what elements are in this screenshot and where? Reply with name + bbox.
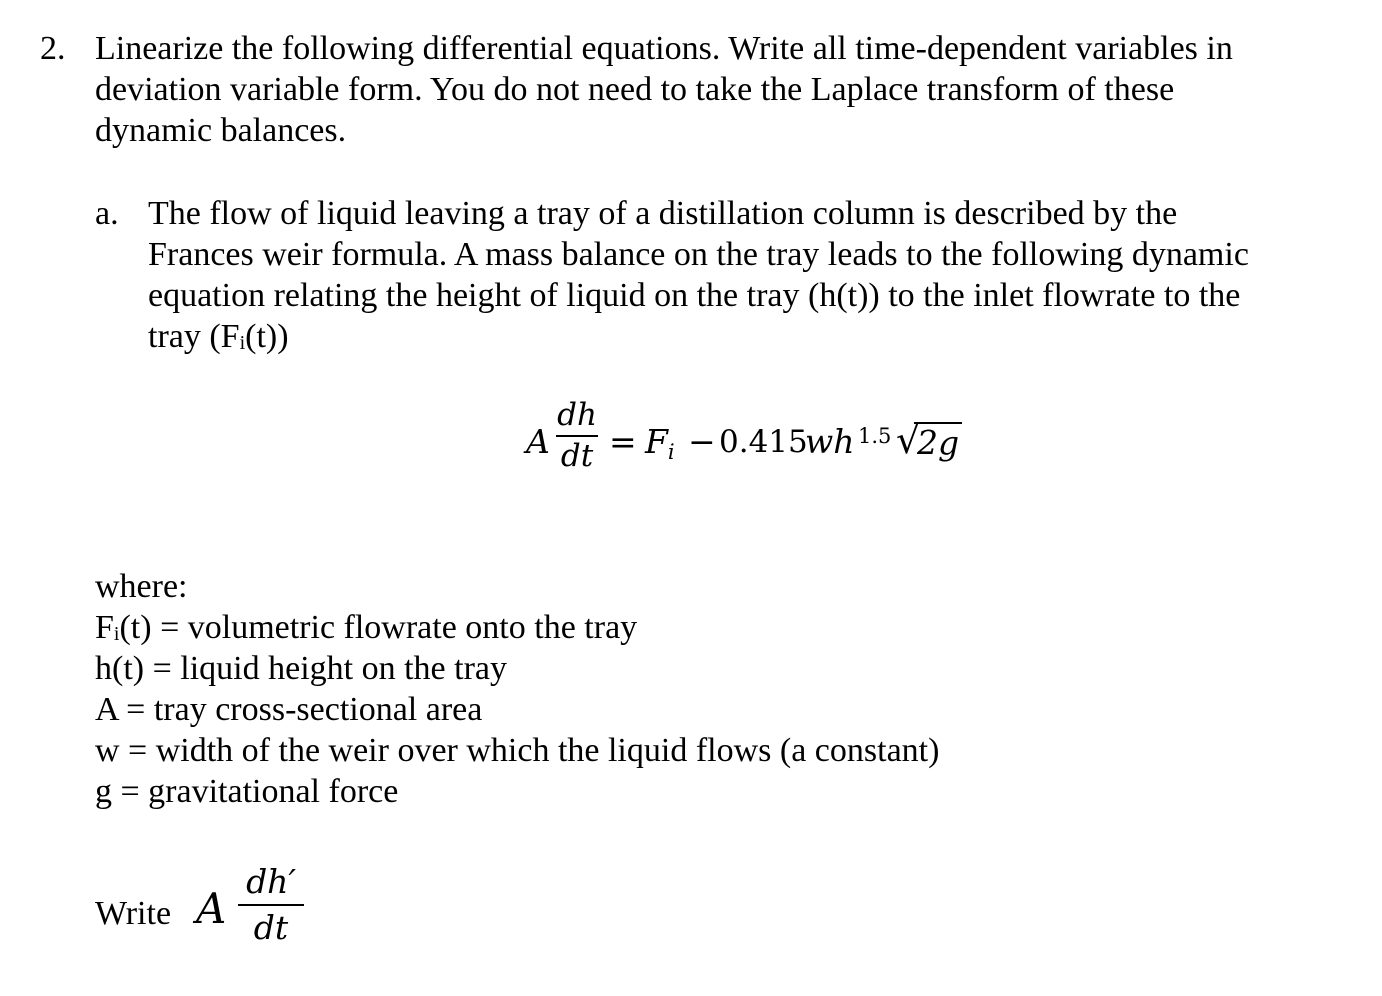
problem-text-line-1: Linearize the following differential equations. Write all time-dependent variables in <box>95 30 1233 67</box>
write-denominator: dt <box>253 908 289 947</box>
part-a-line-2: Frances weir formula. A mass balance on the tray leads to the following dynamic <box>148 236 1249 273</box>
eq-denominator: dt <box>560 438 594 474</box>
definition-w: w = width of the weir over which the liquid flows (a constant) <box>95 732 940 769</box>
part-a-line-4: tray $(F_i(t))$ <box>148 318 289 355</box>
write-A: A <box>196 884 227 933</box>
problem-text-line-2: deviation variable form. You do not need to take the Laplace transform of these <box>95 71 1175 108</box>
write-label: Write <box>95 895 172 932</box>
eq-radicand: 2g <box>914 422 962 462</box>
eq-dh-dt-fraction <box>556 398 598 474</box>
eq-equals: = <box>609 422 637 461</box>
write-numerator: dh′ <box>246 862 296 901</box>
eq-exponent: 1.5 <box>858 424 892 448</box>
part-a-line-1: The flow of liquid leaving a tray of a distillation column is described by the <box>148 195 1178 232</box>
problem-text-line-3: dynamic balances. <box>95 112 347 149</box>
part-a-line-3: equation relating the height of liquid on the tray (h(t)) to the inlet flowrate to the <box>148 277 1241 314</box>
definition-g: g = gravitational force <box>95 773 399 810</box>
part-a-label: a. <box>95 195 119 232</box>
definition-A: A = tray cross-sectional area <box>95 691 483 728</box>
definition-h: h(t) = liquid height on the tray <box>95 650 507 687</box>
eq-wh: wh <box>805 422 855 461</box>
eq-area-A: A <box>526 422 550 461</box>
definition-Fi: $F_i(t)$ = volumetric flowrate onto the tray <box>95 609 638 646</box>
eq-Fi: $F_i$ <box>645 422 675 464</box>
problem-number: 2. <box>40 30 66 67</box>
eq-minus: − <box>688 422 716 461</box>
definitions-heading: where: <box>95 568 188 605</box>
eq-sqrt-sign: √ <box>896 418 921 462</box>
eq-coefficient: 0.415 <box>719 424 808 460</box>
write-fraction <box>238 862 304 948</box>
eq-numerator: dh <box>557 397 597 433</box>
